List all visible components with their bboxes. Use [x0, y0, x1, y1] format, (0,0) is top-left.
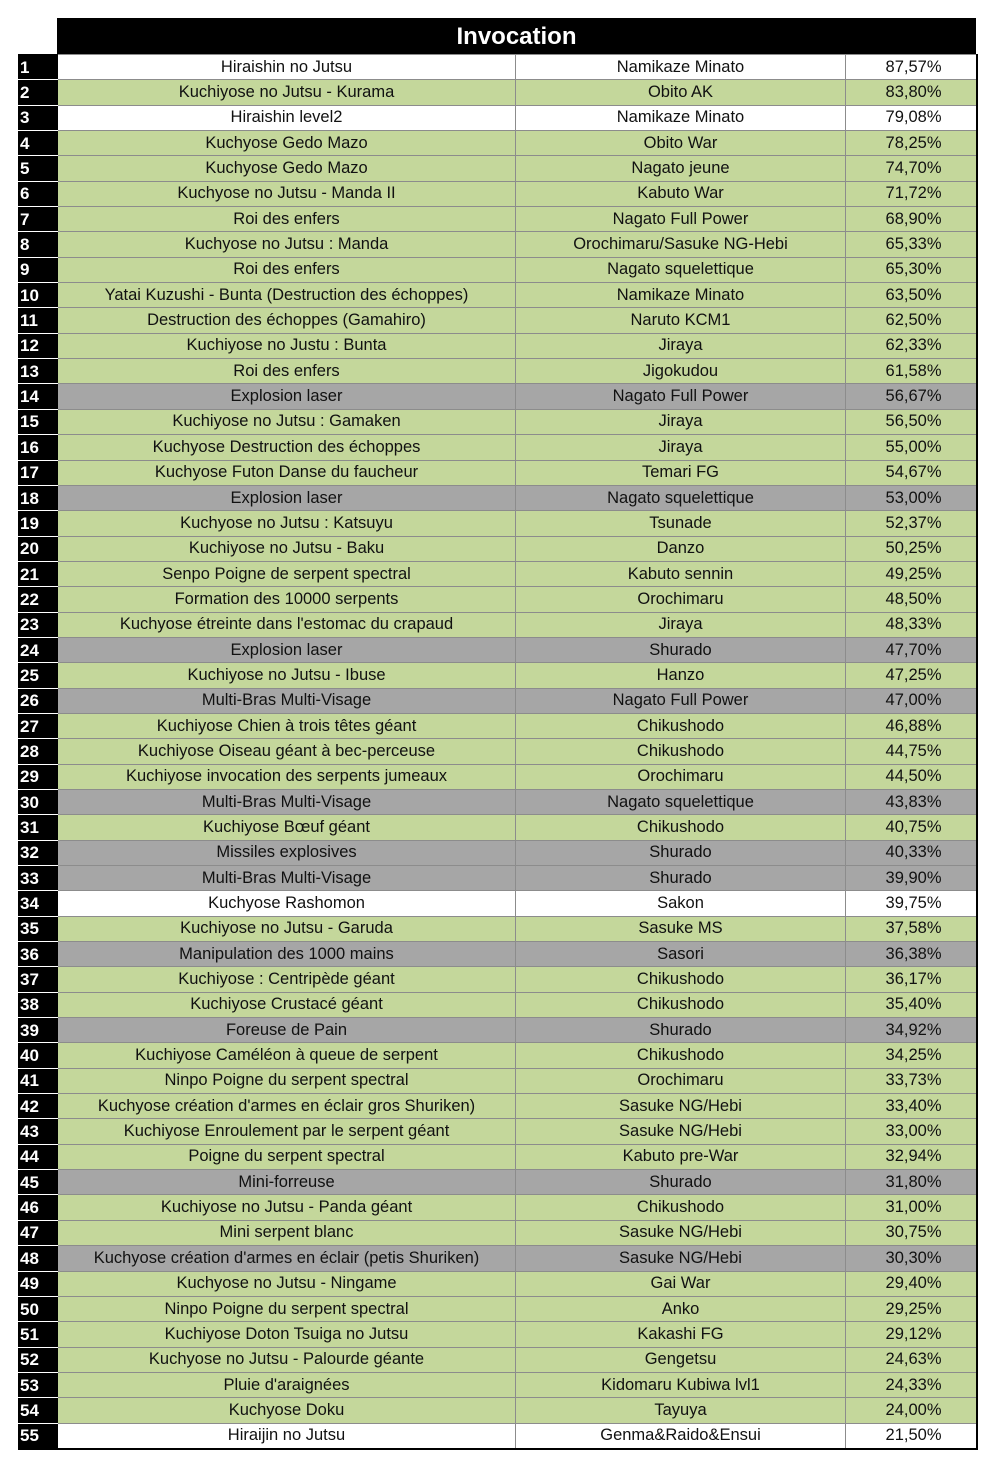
percent-cell: 34,92%: [846, 1018, 977, 1043]
character-cell: Shurado: [516, 1170, 846, 1195]
character-cell: Orochimaru: [516, 587, 846, 612]
percent-cell: 56,50%: [846, 409, 977, 434]
technique-cell: Kuchiyose no Jutsu - Ibuse: [58, 663, 516, 688]
rank-cell: 16: [19, 435, 58, 460]
percent-cell: 47,25%: [846, 663, 977, 688]
technique-cell: Explosion laser: [58, 637, 516, 662]
technique-cell: Kuchiyose Bœuf géant: [58, 815, 516, 840]
percent-cell: 21,50%: [846, 1423, 977, 1449]
character-cell: Sasuke NG/Hebi: [516, 1246, 846, 1271]
rank-cell: 7: [19, 207, 58, 232]
percent-cell: 32,94%: [846, 1144, 977, 1169]
table-row: [19, 1195, 977, 1220]
technique-cell: Kuchyose Doku: [58, 1398, 516, 1423]
rank-cell: 38: [19, 992, 58, 1017]
table-row: [19, 308, 977, 333]
percent-cell: 30,75%: [846, 1220, 977, 1245]
table-row: [19, 815, 977, 840]
rank-cell: 3: [19, 105, 58, 130]
technique-cell: Roi des enfers: [58, 207, 516, 232]
technique-cell: Missiles explosives: [58, 840, 516, 865]
percent-cell: 34,25%: [846, 1043, 977, 1068]
character-cell: Obito War: [516, 131, 846, 156]
character-cell: Nagato squelettique: [516, 257, 846, 282]
technique-cell: Kuchyose étreinte dans l'estomac du crapaud: [58, 612, 516, 637]
table-row: [19, 866, 977, 891]
character-cell: Tayuya: [516, 1398, 846, 1423]
percent-cell: 53,00%: [846, 485, 977, 510]
percent-cell: 50,25%: [846, 536, 977, 561]
percent-cell: 63,50%: [846, 283, 977, 308]
rank-cell: 55: [19, 1423, 58, 1449]
table-row: [19, 1322, 977, 1347]
percent-cell: 31,80%: [846, 1170, 977, 1195]
table-row: [19, 942, 977, 967]
percent-cell: 43,83%: [846, 789, 977, 814]
character-cell: Nagato jeune: [516, 156, 846, 181]
character-cell: Orochimaru: [516, 764, 846, 789]
table-row: [19, 232, 977, 257]
technique-cell: Senpo Poigne de serpent spectral: [58, 561, 516, 586]
technique-cell: Kuchiyose invocation des serpents jumeaux: [58, 764, 516, 789]
table-row: [19, 1220, 977, 1245]
percent-cell: 29,40%: [846, 1271, 977, 1296]
rank-cell: 46: [19, 1195, 58, 1220]
rank-cell: 43: [19, 1119, 58, 1144]
table-row: [19, 587, 977, 612]
rank-cell: 18: [19, 485, 58, 510]
character-cell: Chikushodo: [516, 815, 846, 840]
table-body: [19, 55, 977, 1449]
character-cell: Hanzo: [516, 663, 846, 688]
percent-cell: 37,58%: [846, 916, 977, 941]
table-row: [19, 1423, 977, 1449]
rank-cell: 51: [19, 1322, 58, 1347]
technique-cell: Kuchyose no Jutsu - Ningame: [58, 1271, 516, 1296]
table-row: [19, 207, 977, 232]
rank-cell: 4: [19, 131, 58, 156]
percent-cell: 24,33%: [846, 1372, 977, 1397]
table-row: [19, 612, 977, 637]
character-cell: Naruto KCM1: [516, 308, 846, 333]
character-cell: Orochimaru: [516, 1068, 846, 1093]
table-row: [19, 460, 977, 485]
percent-cell: 24,63%: [846, 1347, 977, 1372]
table-row: [19, 1094, 977, 1119]
table-row: [19, 131, 977, 156]
character-cell: Sasuke NG/Hebi: [516, 1220, 846, 1245]
character-cell: Genma&Raido&Ensui: [516, 1423, 846, 1449]
technique-cell: Destruction des échoppes (Gamahiro): [58, 308, 516, 333]
rank-cell: 14: [19, 384, 58, 409]
percent-cell: 40,33%: [846, 840, 977, 865]
rank-cell: 22: [19, 587, 58, 612]
table-row: [19, 1144, 977, 1169]
character-cell: Namikaze Minato: [516, 55, 846, 80]
table-row: [19, 840, 977, 865]
table-row: [19, 536, 977, 561]
rank-cell: 39: [19, 1018, 58, 1043]
table-row: [19, 105, 977, 130]
percent-cell: 65,30%: [846, 257, 977, 282]
character-cell: Chikushodo: [516, 1195, 846, 1220]
technique-cell: Kuchiyose Doton Tsuiga no Jutsu: [58, 1322, 516, 1347]
rank-cell: 6: [19, 181, 58, 206]
character-cell: Sasuke NG/Hebi: [516, 1119, 846, 1144]
character-cell: Sasuke MS: [516, 916, 846, 941]
percent-cell: 46,88%: [846, 713, 977, 738]
percent-cell: 36,38%: [846, 942, 977, 967]
technique-cell: Foreuse de Pain: [58, 1018, 516, 1043]
character-cell: Obito AK: [516, 80, 846, 105]
rank-cell: 50: [19, 1296, 58, 1321]
rank-cell: 48: [19, 1246, 58, 1271]
rank-cell: 40: [19, 1043, 58, 1068]
percent-cell: 55,00%: [846, 435, 977, 460]
table-row: [19, 967, 977, 992]
rank-cell: 26: [19, 688, 58, 713]
character-cell: Jiraya: [516, 612, 846, 637]
technique-cell: Kuchyose Gedo Mazo: [58, 131, 516, 156]
table-row: [19, 663, 977, 688]
technique-cell: Pluie d'araignées: [58, 1372, 516, 1397]
character-cell: Kabuto pre-War: [516, 1144, 846, 1169]
rank-cell: 1: [19, 55, 58, 80]
table-row: [19, 891, 977, 916]
character-cell: Jigokudou: [516, 359, 846, 384]
technique-cell: Kuchiyose no Jutsu - Garuda: [58, 916, 516, 941]
technique-cell: Kuchiyose no Justu : Bunta: [58, 333, 516, 358]
character-cell: Nagato Full Power: [516, 207, 846, 232]
rank-cell: 24: [19, 637, 58, 662]
character-cell: Kidomaru Kubiwa lvl1: [516, 1372, 846, 1397]
technique-cell: Kuchyose no Jutsu - Palourde géante: [58, 1347, 516, 1372]
character-cell: Temari FG: [516, 460, 846, 485]
technique-cell: Kuchiyose Enroulement par le serpent géant: [58, 1119, 516, 1144]
percent-cell: 62,33%: [846, 333, 977, 358]
table-row: [19, 359, 977, 384]
character-cell: Nagato Full Power: [516, 688, 846, 713]
percent-cell: 61,58%: [846, 359, 977, 384]
technique-cell: Kuchiyose Caméléon à queue de serpent: [58, 1043, 516, 1068]
percent-cell: 39,75%: [846, 891, 977, 916]
character-cell: Anko: [516, 1296, 846, 1321]
rank-cell: 54: [19, 1398, 58, 1423]
rank-cell: 35: [19, 916, 58, 941]
table-row: [19, 1068, 977, 1093]
character-cell: Jiraya: [516, 409, 846, 434]
technique-cell: Kuchyose Rashomon: [58, 891, 516, 916]
percent-cell: 65,33%: [846, 232, 977, 257]
rank-cell: 52: [19, 1347, 58, 1372]
technique-cell: Formation des 10000 serpents: [58, 587, 516, 612]
character-cell: Shurado: [516, 866, 846, 891]
character-cell: Chikushodo: [516, 713, 846, 738]
technique-cell: Kuchiyose no Jutsu - Baku: [58, 536, 516, 561]
character-cell: Nagato Full Power: [516, 384, 846, 409]
technique-cell: Kuchiyose : Centripède géant: [58, 967, 516, 992]
character-cell: Chikushodo: [516, 1043, 846, 1068]
percent-cell: 30,30%: [846, 1246, 977, 1271]
character-cell: Namikaze Minato: [516, 105, 846, 130]
rank-cell: 9: [19, 257, 58, 282]
character-cell: Kakashi FG: [516, 1322, 846, 1347]
table-row: [19, 435, 977, 460]
table-row: [19, 1347, 977, 1372]
percent-cell: 39,90%: [846, 866, 977, 891]
percent-cell: 31,00%: [846, 1195, 977, 1220]
technique-cell: Kuchyose Futon Danse du faucheur: [58, 460, 516, 485]
character-cell: Tsunade: [516, 511, 846, 536]
character-cell: Chikushodo: [516, 967, 846, 992]
invocation-table: [18, 54, 978, 1450]
technique-cell: Kuchyose création d'armes en éclair gros Shuriken): [58, 1094, 516, 1119]
technique-cell: Ninpo Poigne du serpent spectral: [58, 1296, 516, 1321]
character-cell: Shurado: [516, 637, 846, 662]
table-row: [19, 1271, 977, 1296]
rank-cell: 44: [19, 1144, 58, 1169]
table-row: [19, 80, 977, 105]
table-row: [19, 789, 977, 814]
table-row: [19, 637, 977, 662]
rank-cell: 15: [19, 409, 58, 434]
percent-cell: 29,25%: [846, 1296, 977, 1321]
table-row: [19, 739, 977, 764]
percent-cell: 33,73%: [846, 1068, 977, 1093]
technique-cell: Multi-Bras Multi-Visage: [58, 688, 516, 713]
character-cell: Chikushodo: [516, 992, 846, 1017]
rank-cell: 32: [19, 840, 58, 865]
percent-cell: 78,25%: [846, 131, 977, 156]
rank-cell: 31: [19, 815, 58, 840]
percent-cell: 87,57%: [846, 55, 977, 80]
rank-cell: 19: [19, 511, 58, 536]
table-row: [19, 992, 977, 1017]
table-row: [19, 409, 977, 434]
percent-cell: 52,37%: [846, 511, 977, 536]
technique-cell: Ninpo Poigne du serpent spectral: [58, 1068, 516, 1093]
table-row: [19, 1296, 977, 1321]
technique-cell: Kuchiyose Chien à trois têtes géant: [58, 713, 516, 738]
table-row: [19, 1119, 977, 1144]
percent-cell: 48,33%: [846, 612, 977, 637]
percent-cell: 33,00%: [846, 1119, 977, 1144]
rank-cell: 37: [19, 967, 58, 992]
percent-cell: 74,70%: [846, 156, 977, 181]
percent-cell: 48,50%: [846, 587, 977, 612]
character-cell: Nagato squelettique: [516, 485, 846, 510]
percent-cell: 83,80%: [846, 80, 977, 105]
rank-cell: 20: [19, 536, 58, 561]
technique-cell: Kuchiyose no Jutsu : Gamaken: [58, 409, 516, 434]
technique-cell: Kuchyose Gedo Mazo: [58, 156, 516, 181]
percent-cell: 33,40%: [846, 1094, 977, 1119]
table-row: [19, 688, 977, 713]
character-cell: Sasuke NG/Hebi: [516, 1094, 846, 1119]
table-row: [19, 713, 977, 738]
technique-cell: Manipulation des 1000 mains: [58, 942, 516, 967]
table-row: [19, 384, 977, 409]
rank-cell: 27: [19, 713, 58, 738]
character-cell: Gai War: [516, 1271, 846, 1296]
rank-cell: 5: [19, 156, 58, 181]
percent-cell: 49,25%: [846, 561, 977, 586]
rank-cell: 11: [19, 308, 58, 333]
table-row: [19, 1398, 977, 1423]
rank-cell: 47: [19, 1220, 58, 1245]
percent-cell: 56,67%: [846, 384, 977, 409]
rank-cell: 33: [19, 866, 58, 891]
percent-cell: 54,67%: [846, 460, 977, 485]
percent-cell: 47,70%: [846, 637, 977, 662]
percent-cell: 35,40%: [846, 992, 977, 1017]
percent-cell: 44,50%: [846, 764, 977, 789]
technique-cell: Kuchiyose no Jutsu - Panda géant: [58, 1195, 516, 1220]
rank-cell: 30: [19, 789, 58, 814]
technique-cell: Roi des enfers: [58, 257, 516, 282]
technique-cell: Explosion laser: [58, 485, 516, 510]
table-row: [19, 1043, 977, 1068]
table-row: [19, 511, 977, 536]
technique-cell: Mini-forreuse: [58, 1170, 516, 1195]
rank-cell: 45: [19, 1170, 58, 1195]
technique-cell: Hiraishin level2: [58, 105, 516, 130]
rank-cell: 23: [19, 612, 58, 637]
rank-cell: 34: [19, 891, 58, 916]
table-row: [19, 1170, 977, 1195]
table-row: [19, 1018, 977, 1043]
percent-cell: 44,75%: [846, 739, 977, 764]
rank-cell: 53: [19, 1372, 58, 1397]
table-row: [19, 764, 977, 789]
technique-cell: Poigne du serpent spectral: [58, 1144, 516, 1169]
character-cell: Orochimaru/Sasuke NG-Hebi: [516, 232, 846, 257]
technique-cell: Kuchiyose no Jutsu - Kurama: [58, 80, 516, 105]
technique-cell: Roi des enfers: [58, 359, 516, 384]
technique-cell: Multi-Bras Multi-Visage: [58, 866, 516, 891]
technique-cell: Kuchiyose Crustacé géant: [58, 992, 516, 1017]
character-cell: Gengetsu: [516, 1347, 846, 1372]
technique-cell: Explosion laser: [58, 384, 516, 409]
technique-cell: Kuchyose no Jutsu - Manda II: [58, 181, 516, 206]
character-cell: Namikaze Minato: [516, 283, 846, 308]
table-row: [19, 55, 977, 80]
technique-cell: Hiraishin no Jutsu: [58, 55, 516, 80]
technique-cell: Kuchyose no Jutsu : Manda: [58, 232, 516, 257]
rank-cell: 17: [19, 460, 58, 485]
rank-cell: 12: [19, 333, 58, 358]
character-cell: Kabuto sennin: [516, 561, 846, 586]
table-row: [19, 1372, 977, 1397]
percent-cell: 24,00%: [846, 1398, 977, 1423]
rank-cell: 28: [19, 739, 58, 764]
technique-cell: Kuchiyose Oiseau géant à bec-perceuse: [58, 739, 516, 764]
percent-cell: 62,50%: [846, 308, 977, 333]
character-cell: Nagato squelettique: [516, 789, 846, 814]
technique-cell: Kuchyose no Jutsu : Katsuyu: [58, 511, 516, 536]
table-row: [19, 257, 977, 282]
character-cell: Chikushodo: [516, 739, 846, 764]
character-cell: Sasori: [516, 942, 846, 967]
technique-cell: Kuchyose création d'armes en éclair (petis Shuriken): [58, 1246, 516, 1271]
character-cell: Shurado: [516, 1018, 846, 1043]
technique-cell: Hiraijin no Jutsu: [58, 1423, 516, 1449]
table-row: [19, 561, 977, 586]
rank-cell: 25: [19, 663, 58, 688]
percent-cell: 79,08%: [846, 105, 977, 130]
percent-cell: 36,17%: [846, 967, 977, 992]
percent-cell: 29,12%: [846, 1322, 977, 1347]
table-row: [19, 283, 977, 308]
table-title: Invocation: [57, 18, 976, 54]
character-cell: Danzo: [516, 536, 846, 561]
technique-cell: Kuchyose Destruction des échoppes: [58, 435, 516, 460]
table-row: [19, 1246, 977, 1271]
character-cell: Jiraya: [516, 435, 846, 460]
character-cell: Shurado: [516, 840, 846, 865]
rank-cell: 42: [19, 1094, 58, 1119]
percent-cell: 68,90%: [846, 207, 977, 232]
rank-cell: 29: [19, 764, 58, 789]
rank-cell: 21: [19, 561, 58, 586]
percent-cell: 47,00%: [846, 688, 977, 713]
character-cell: Kabuto War: [516, 181, 846, 206]
table-row: [19, 916, 977, 941]
character-cell: Sakon: [516, 891, 846, 916]
rank-cell: 36: [19, 942, 58, 967]
rank-cell: 8: [19, 232, 58, 257]
technique-cell: Multi-Bras Multi-Visage: [58, 789, 516, 814]
table-row: [19, 333, 977, 358]
percent-cell: 40,75%: [846, 815, 977, 840]
rank-cell: 41: [19, 1068, 58, 1093]
percent-cell: 71,72%: [846, 181, 977, 206]
table-row: [19, 485, 977, 510]
rank-cell: 10: [19, 283, 58, 308]
table-row: [19, 181, 977, 206]
rank-cell: 13: [19, 359, 58, 384]
technique-cell: Yatai Kuzushi - Bunta (Destruction des échoppes): [58, 283, 516, 308]
rank-cell: 2: [19, 80, 58, 105]
rank-cell: 49: [19, 1271, 58, 1296]
technique-cell: Mini serpent blanc: [58, 1220, 516, 1245]
table-row: [19, 156, 977, 181]
character-cell: Jiraya: [516, 333, 846, 358]
